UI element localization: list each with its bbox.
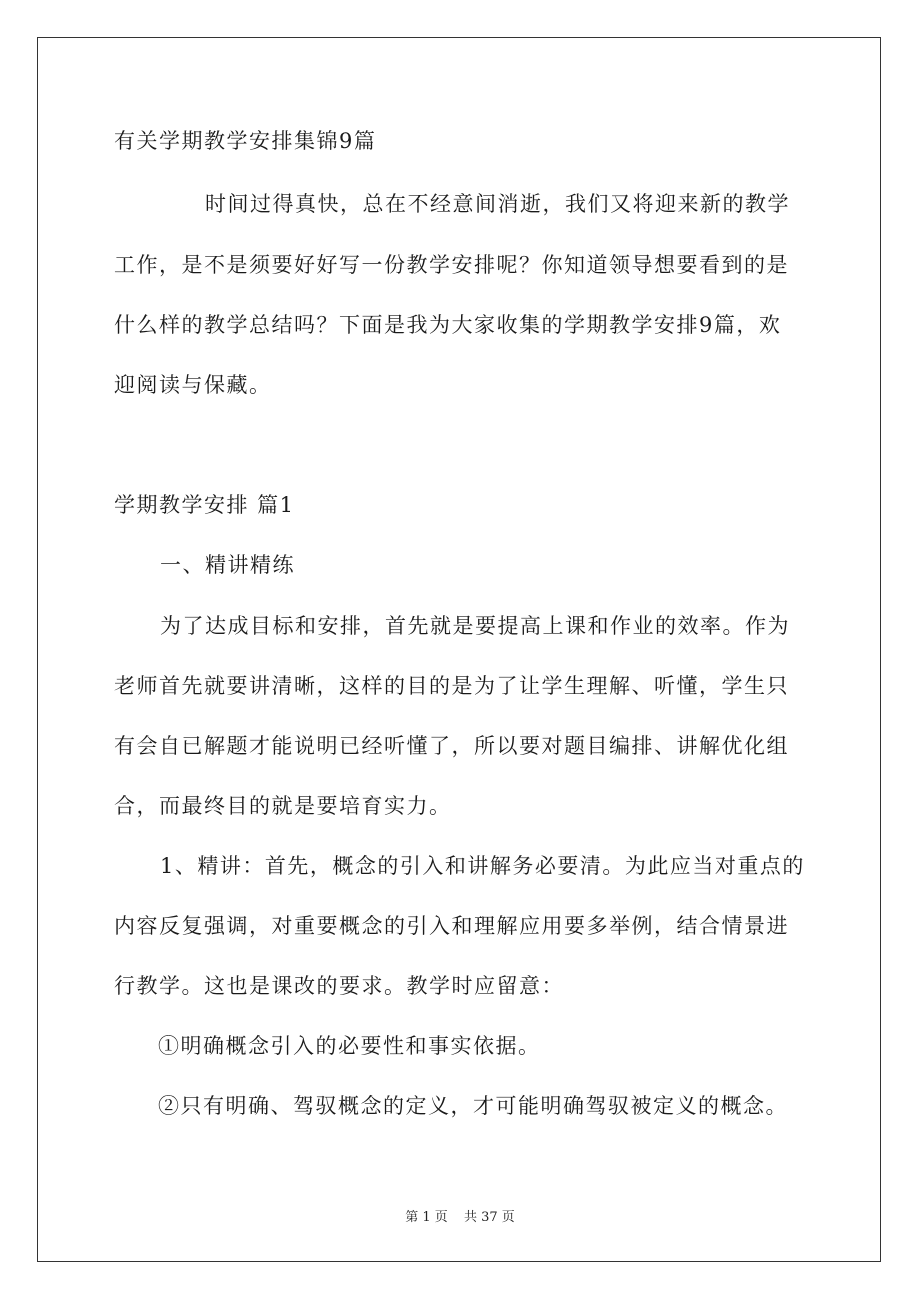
page-total: 共 37 页 (463, 1210, 515, 1225)
para1-line-3: 有会自已解题才能说明已经听懂了，所以要对题目编排、讲解优化组 (114, 734, 789, 758)
section-heading: 学期教学安排 篇1 (114, 493, 295, 517)
para1-line-1: 为了达成目标和安排，首先就是要提高上课和作业的效率。作为 (160, 614, 790, 638)
page-footer (0, 1206, 920, 1225)
document-title: 有关学期教学安排集锦9篇 (114, 129, 377, 153)
para1-line-4: 合，而最终目的就是要培育实力。 (114, 794, 452, 818)
subheading: 一、精讲精练 (160, 553, 295, 577)
page-border (37, 37, 881, 1262)
list-item-1: ①明确概念引入的必要性和事实依据。 (158, 1034, 541, 1058)
para2-line-1: 1、精讲：首先，概念的引入和讲解务必要清。为此应当对重点的 (160, 854, 805, 878)
para2-line-2: 内容反复强调，对重要概念的引入和理解应用要多举例，结合情景进 (114, 914, 789, 938)
page-number: 第 1 页 (405, 1210, 448, 1225)
intro-line-2: 工作，是不是须要好好写一份教学安排呢？你知道领导想要看到的是 (114, 253, 789, 277)
intro-line-4: 迎阅读与保藏。 (114, 373, 272, 397)
list-item-2: ②只有明确、驾驭概念的定义，才可能明确驾驭被定义的概念。 (158, 1094, 788, 1118)
intro-line-3: 什么样的教学总结吗？下面是我为大家收集的学期教学安排9篇，欢 (114, 313, 782, 337)
intro-line-1: 时间过得真快，总在不经意间消逝，我们又将迎来新的教学 (205, 192, 790, 216)
para2-line-3: 行教学。这也是课改的要求。教学时应留意： (114, 974, 564, 998)
para1-line-2: 老师首先就要讲清晰，这样的目的是为了让学生理解、听懂，学生只 (114, 674, 789, 698)
